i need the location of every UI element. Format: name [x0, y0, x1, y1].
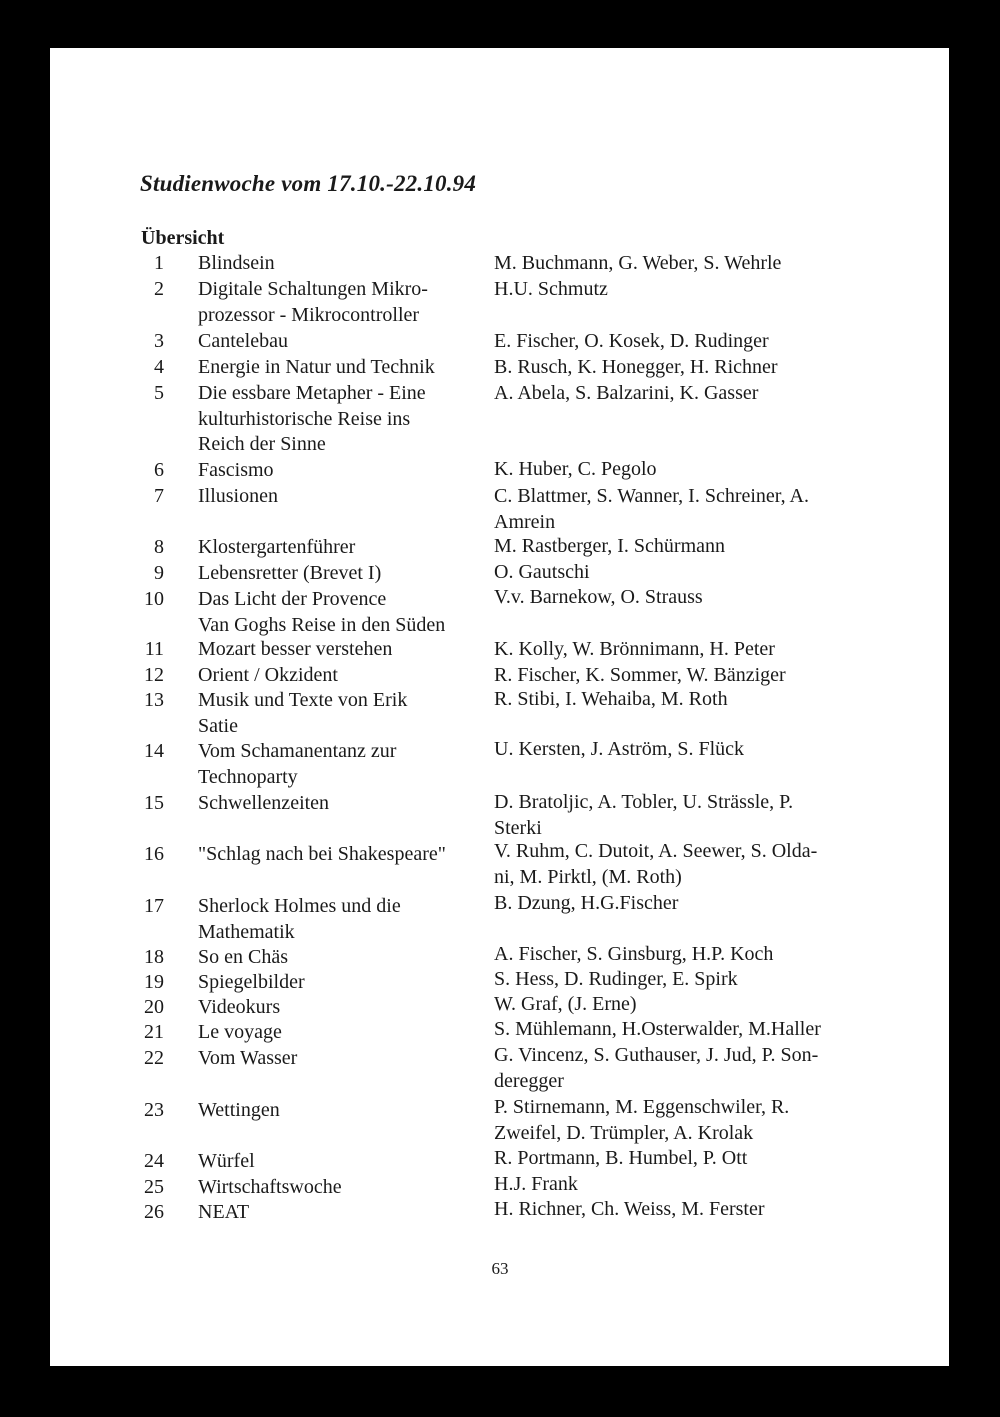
entry-topic-line: Technoparty — [198, 765, 298, 788]
entry-number: 11 — [144, 638, 164, 660]
entry-topic — [198, 381, 483, 458]
entry-people — [494, 839, 869, 890]
entry-people-line: R. Fischer, K. Sommer, W. Bänziger — [494, 664, 786, 686]
entry-topic — [198, 484, 483, 510]
entry-topic-line: Van Goghs Reise in den Süden — [198, 613, 446, 636]
entry-people — [494, 484, 869, 535]
entry-topic — [198, 277, 483, 328]
entry-number: 1 — [154, 252, 164, 274]
entry-topic-line: Mathematik — [198, 920, 295, 943]
entry-people — [494, 277, 869, 303]
entry-people-line: H.J. Frank — [494, 1173, 578, 1195]
entry-number: 8 — [154, 536, 164, 558]
entry-people-line: A. Abela, S. Balzarini, K. Gasser — [494, 382, 759, 404]
entry-topic-line: Vom Wasser — [198, 1047, 298, 1069]
entry-topic — [198, 1175, 483, 1201]
entry-people-line: ni, M. Pirktl, (M. Roth) — [494, 865, 682, 888]
entry-number: 20 — [144, 996, 164, 1018]
entry-people-line: U. Kersten, J. Aström, S. Flück — [494, 738, 744, 760]
entry-topic-line: NEAT — [198, 1201, 250, 1223]
page-number: 63 — [491, 1259, 509, 1278]
entry-topic — [198, 739, 483, 790]
entry-topic-line: So en Chäs — [198, 946, 288, 968]
entry-number: 23 — [144, 1099, 164, 1121]
entry-topic — [198, 842, 483, 868]
entry-people-line: R. Stibi, I. Wehaiba, M. Roth — [494, 688, 728, 710]
entry-topic-line: Energie in Natur und Technik — [198, 356, 435, 378]
entry-topic — [198, 251, 483, 277]
entry-people-line: V. Ruhm, C. Dutoit, A. Seewer, S. Olda- — [494, 840, 818, 862]
entry-people-line: Amrein — [494, 510, 556, 533]
entry-people-line: O. Gautschi — [494, 561, 590, 583]
entry-topic — [198, 688, 483, 739]
entry-people — [494, 737, 869, 763]
entry-topic-line: kulturhistorische Reise ins — [198, 407, 411, 430]
entry-people-line: H.U. Schmutz — [494, 278, 608, 300]
entry-number: 18 — [144, 946, 164, 968]
entry-people — [494, 560, 869, 586]
entry-topic — [198, 1098, 483, 1124]
entry-topic-line: Le voyage — [198, 1021, 282, 1043]
entry-topic-line: prozessor - Mikrocontroller — [198, 303, 420, 326]
entry-number: 9 — [154, 562, 164, 584]
entry-topic — [198, 1149, 483, 1175]
entry-topic — [198, 561, 483, 587]
entry-people-line: deregger — [494, 1069, 564, 1092]
entry-people-line: C. Blattmer, S. Wanner, I. Schreiner, A. — [494, 485, 809, 507]
entry-people-line: S. Mühlemann, H.Osterwalder, M.Haller — [494, 1018, 821, 1040]
entry-people-line: S. Hess, D. Rudinger, E. Spirk — [494, 968, 738, 990]
entry-topic-line: Wettingen — [198, 1099, 280, 1121]
entry-topic — [198, 970, 483, 996]
entry-number: 4 — [154, 356, 164, 378]
entry-people — [494, 534, 869, 560]
entry-people — [494, 1146, 869, 1172]
entry-people — [494, 585, 869, 611]
entry-topic-line: Mozart besser verstehen — [198, 638, 393, 660]
entry-topic-line: Videokurs — [198, 996, 281, 1018]
entry-topic — [198, 637, 483, 663]
entry-people-line: D. Bratoljic, A. Tobler, U. Strässle, P. — [494, 791, 794, 813]
entry-people — [494, 992, 869, 1018]
entry-topic — [198, 791, 483, 817]
entry-number: 13 — [144, 689, 164, 711]
entry-number: 12 — [144, 664, 164, 686]
entry-topic — [198, 1020, 483, 1046]
entry-number: 14 — [144, 740, 164, 762]
entry-number: 5 — [154, 382, 164, 404]
entry-people — [494, 687, 869, 713]
entry-topic-line: Blindsein — [198, 252, 275, 274]
entry-topic-line: Würfel — [198, 1150, 255, 1172]
entry-number: 19 — [144, 971, 164, 993]
entry-topic — [198, 995, 483, 1021]
entry-people-line: H. Richner, Ch. Weiss, M. Ferster — [494, 1198, 765, 1220]
entry-number: 21 — [144, 1021, 164, 1043]
entry-people-line: G. Vincenz, S. Guthauser, J. Jud, P. Son- — [494, 1044, 819, 1066]
section-heading: Übersicht — [141, 227, 225, 249]
document-title: Studienwoche vom 17.10.-22.10.94 — [140, 171, 477, 196]
entry-people-line: R. Portmann, B. Humbel, P. Ott — [494, 1147, 748, 1169]
entry-topic — [198, 535, 483, 561]
entry-people — [494, 637, 869, 663]
entry-people-line: M. Buchmann, G. Weber, S. Wehrle — [494, 252, 782, 274]
entry-people — [494, 381, 869, 407]
entry-people — [494, 1172, 869, 1198]
entry-topic — [198, 1046, 483, 1072]
entry-number: 3 — [154, 330, 164, 352]
entry-people-line: M. Rastberger, I. Schürmann — [494, 535, 726, 557]
entry-people-line: B. Dzung, H.G.Fischer — [494, 892, 679, 914]
entry-topic — [198, 894, 483, 945]
entry-number: 15 — [144, 792, 164, 814]
entry-people-line: Sterki — [494, 816, 542, 839]
entry-topic — [198, 329, 483, 355]
entry-number: 10 — [144, 588, 164, 610]
entry-topic-line: Musik und Texte von Erik — [198, 689, 408, 711]
entry-people — [494, 891, 869, 917]
entry-people-line: K. Kolly, W. Brönnimann, H. Peter — [494, 638, 775, 660]
entry-number: 25 — [144, 1176, 164, 1198]
entry-number: 2 — [154, 278, 164, 300]
entry-people-line: E. Fischer, O. Kosek, D. Rudinger — [494, 330, 769, 352]
entry-people-line: A. Fischer, S. Ginsburg, H.P. Koch — [494, 943, 774, 965]
entry-topic-line: Spiegelbilder — [198, 971, 305, 993]
entry-people — [494, 1197, 869, 1223]
entry-people — [494, 942, 869, 968]
entry-topic-line: Schwellenzeiten — [198, 792, 330, 814]
entry-topic — [198, 1200, 483, 1226]
entry-people-line: V.v. Barnekow, O. Strauss — [494, 586, 703, 608]
entry-number: 26 — [144, 1201, 164, 1223]
entry-people — [494, 1043, 869, 1094]
entry-topic-line: Lebensretter (Brevet I) — [198, 562, 382, 584]
entry-people-line: K. Huber, C. Pegolo — [494, 458, 657, 480]
entry-topic — [198, 458, 483, 484]
entry-people — [494, 355, 869, 381]
entry-number: 7 — [154, 485, 164, 507]
entry-topic — [198, 355, 483, 381]
entry-people — [494, 251, 869, 277]
entry-topic-line: Orient / Okzident — [198, 664, 338, 686]
entry-number: 16 — [144, 843, 164, 865]
entry-topic-line: Das Licht der Provence — [198, 588, 387, 610]
entry-topic-line: Reich der Sinne — [198, 433, 326, 455]
entry-people — [494, 1017, 869, 1043]
entry-people — [494, 790, 869, 841]
entry-topic-line: Fascismo — [198, 459, 274, 481]
entry-people-line: Zweifel, D. Trümpler, A. Krolak — [494, 1121, 754, 1144]
entry-topic-line: Wirtschaftswoche — [198, 1176, 342, 1198]
entry-topic — [198, 663, 483, 689]
entry-people — [494, 967, 869, 993]
entry-people-line: B. Rusch, K. Honegger, H. Richner — [494, 356, 778, 378]
entry-people — [494, 329, 869, 355]
entry-topic-line: "Schlag nach bei Shakespeare" — [198, 843, 446, 865]
entry-topic — [198, 587, 483, 638]
entry-people-line: W. Graf, (J. Erne) — [494, 993, 637, 1015]
entry-topic-line: Klostergartenführer — [198, 536, 356, 558]
entry-topic — [198, 945, 483, 971]
entry-number: 22 — [144, 1047, 164, 1069]
entry-number: 17 — [144, 895, 164, 917]
entry-number: 6 — [154, 459, 164, 481]
entry-people — [494, 663, 869, 689]
entry-topic-line: Cantelebau — [198, 330, 288, 352]
entry-people — [494, 1095, 869, 1146]
entry-topic-line: Sherlock Holmes und die — [198, 895, 401, 917]
entry-topic-line: Digitale Schaltungen Mikro- — [198, 278, 428, 300]
entry-topic-line: Illusionen — [198, 485, 278, 507]
entry-topic-line: Die essbare Metapher - Eine — [198, 382, 426, 404]
entry-number: 24 — [144, 1150, 164, 1172]
entry-people-line: P. Stirnemann, M. Eggenschwiler, R. — [494, 1096, 790, 1118]
entry-topic-line: Vom Schamanentanz zur — [198, 740, 397, 762]
entry-topic-line: Satie — [198, 714, 238, 737]
entry-people — [494, 457, 869, 483]
